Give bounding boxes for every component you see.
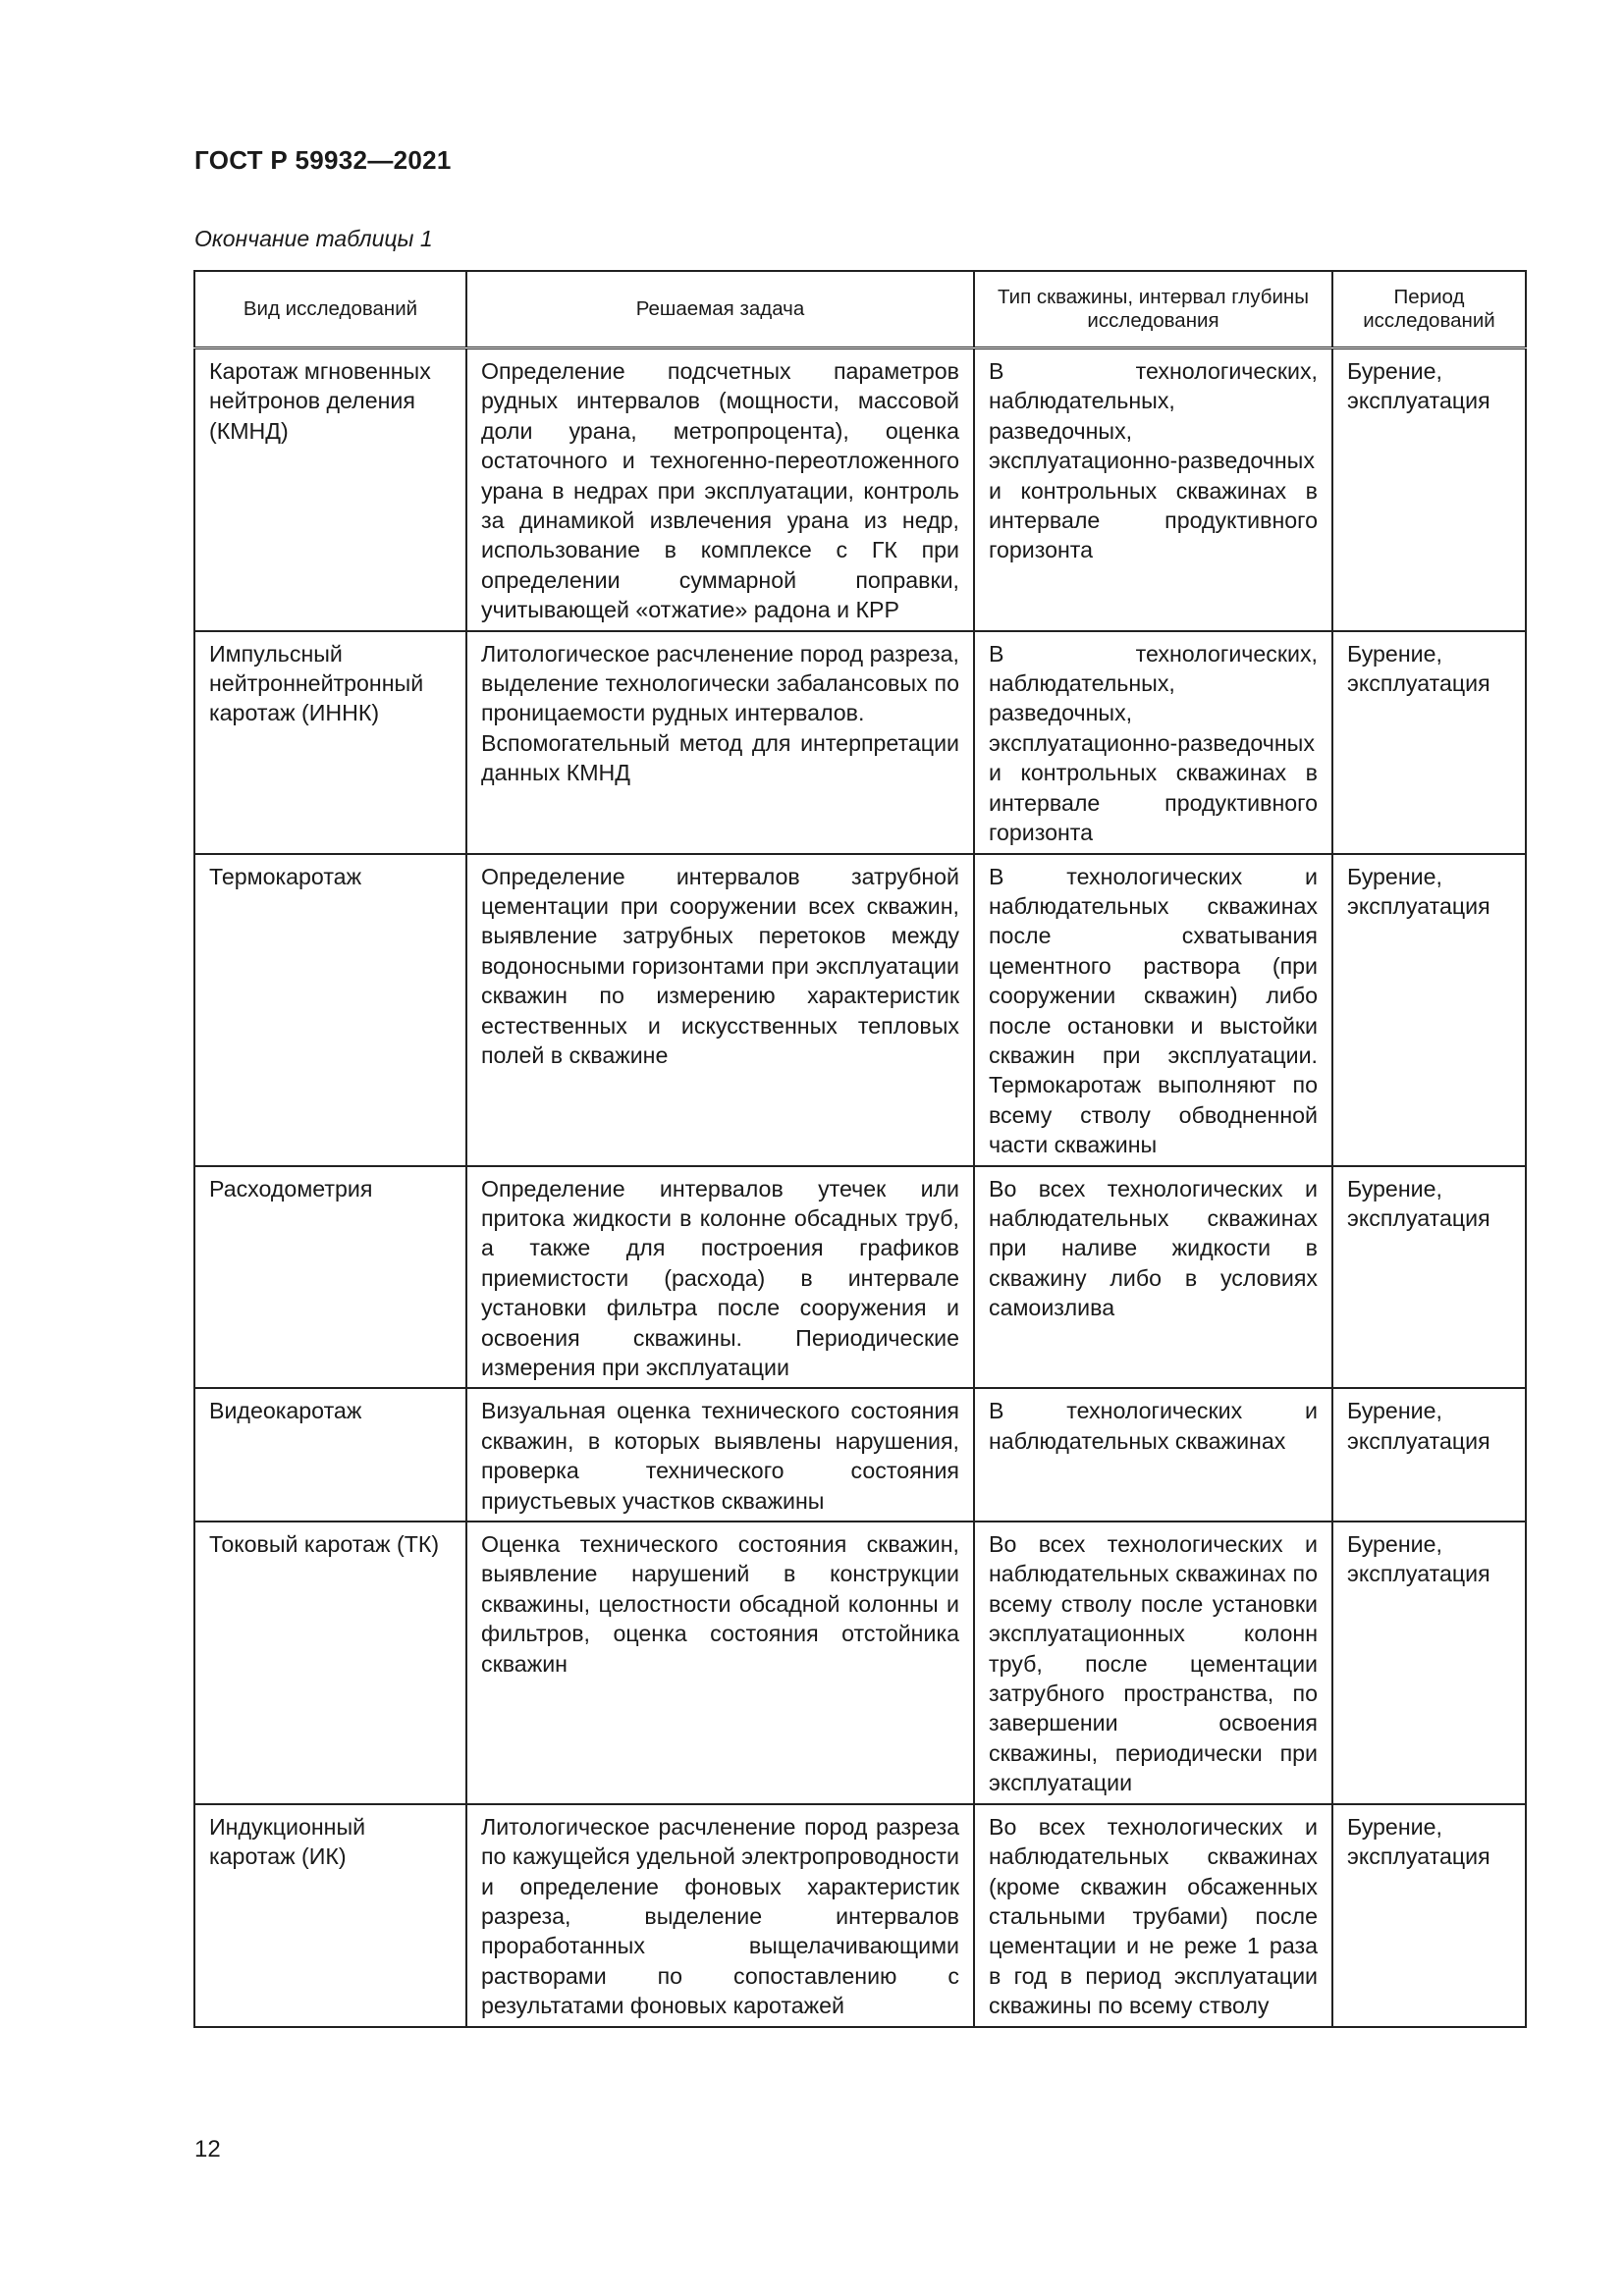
column-header-period: Период исследований [1332,271,1526,348]
column-header-task: Решаемая задача [466,271,974,348]
cell-task: Литологическое расчленение пород разреза по кажущейся удельной электропроводности и определение фоновых характеристик разреза, выделение интервалов проработанных выщелачивающими растворами по сопоставлению с результатами фоновых каротажей [466,1804,974,2027]
cell-well: В технологических, наблюдательных, разведочных, эксплуатационно-разведочных и контрольных скважинах в интервале продуктивного горизонта [974,631,1332,854]
cell-type: Индукционный каротаж (ИК) [194,1804,466,2027]
cell-period: Бурение, эксплуатация [1332,348,1526,631]
table-caption: Окончание таблицы 1 [194,226,433,251]
cell-period: Бурение, эксплуатация [1332,854,1526,1166]
table-row [194,854,1526,1166]
table-row [194,1166,1526,1389]
table-row [194,1388,1526,1522]
cell-task: Определение интервалов затрубной цементации при сооружении всех скважин, выявление затрубных перетоков между водоносными горизонтами при эксплуатации скважин по измерению характеристик естественных и искусственных тепловых полей в скважине [466,854,974,1166]
document-code-header: ГОСТ Р 59932—2021 [194,145,452,175]
methods-table [193,270,1527,2028]
cell-task: Литологическое расчленение пород разреза, выделение технологически забалансовых по проницаемости рудных интервалов. Вспомогательный метод для интерпретации данных КМНД [466,631,974,854]
cell-period: Бурение, эксплуатация [1332,1166,1526,1389]
cell-period: Бурение, эксплуатация [1332,631,1526,854]
cell-well: Во всех технологических и наблюдательных скважинах (кроме скважин обсаженных стальными трубами) после цементации и не реже 1 раза в год в период эксплуатации скважины по всему стволу [974,1804,1332,2027]
table-row [194,631,1526,854]
table-row [194,1522,1526,1804]
cell-task: Определение интервалов утечек или притока жидкости в колонне обсадных труб, а также для построения графиков приемистости (расхода) в интервале установки фильтра после сооружения и освоения скважины. Периодические измерения при эксплуатации [466,1166,974,1389]
cell-period: Бурение, эксплуатация [1332,1522,1526,1804]
cell-type: Импульсный нейтроннейтронный каротаж (ИННК) [194,631,466,854]
cell-task: Определение подсчетных параметров рудных интервалов (мощности, массовой доли урана, метропроцента), оценка остаточного и техногенно-переотложенного урана в недрах при эксплуатации, контроль за динамикой извлечения урана из недр, использование в комплексе с ГК при определении суммарной поправки, учитывающей «отжатие» радона и КРР [466,348,974,631]
cell-well: В технологических и наблюдательных скважинах после схватывания цементного раствора (при сооружении скважин) либо после остановки и выстойки скважин при эксплуатации. Термокаротаж выполняют по всему стволу обводненной части скважины [974,854,1332,1166]
cell-type: Каротаж мгновенных нейтронов деления (КМНД) [194,348,466,631]
cell-well: Во всех технологических и наблюдательных скважинах при наливе жидкости в скважину либо в условиях самоизлива [974,1166,1332,1389]
cell-type: Видеокаротаж [194,1388,466,1522]
table-header-row [194,271,1526,348]
cell-well: Во всех технологических и наблюдательных скважинах по всему стволу после установки эксплуатационных колонн труб, после цементации затрубного пространства, по завершении освоения скважины, периодически при эксплуатации [974,1522,1332,1804]
cell-type: Термокаротаж [194,854,466,1166]
table-row [194,348,1526,631]
cell-period: Бурение, эксплуатация [1332,1804,1526,2027]
cell-well: В технологических и наблюдательных скважинах [974,1388,1332,1522]
column-header-type: Вид исследований [194,271,466,348]
cell-well: В технологических, наблюдательных, разведочных, эксплуатационно-разведочных и контрольных скважинах в интервале продуктивного горизонта [974,348,1332,631]
cell-type: Расходометрия [194,1166,466,1389]
column-header-well: Тип скважины, интервал глубины исследования [974,271,1332,348]
cell-type: Токовый каротаж (ТК) [194,1522,466,1804]
table-row [194,1804,1526,2027]
page-number: 12 [194,2136,221,2163]
cell-period: Бурение, эксплуатация [1332,1388,1526,1522]
cell-task: Оценка технического состояния скважин, выявление нарушений в конструкции скважины, целостности обсадной колонны и фильтров, оценка состояния отстойника скважин [466,1522,974,1804]
cell-task: Визуальная оценка технического состояния скважин, в которых выявлены нарушения, проверка технического состояния приустьевых участков скважины [466,1388,974,1522]
